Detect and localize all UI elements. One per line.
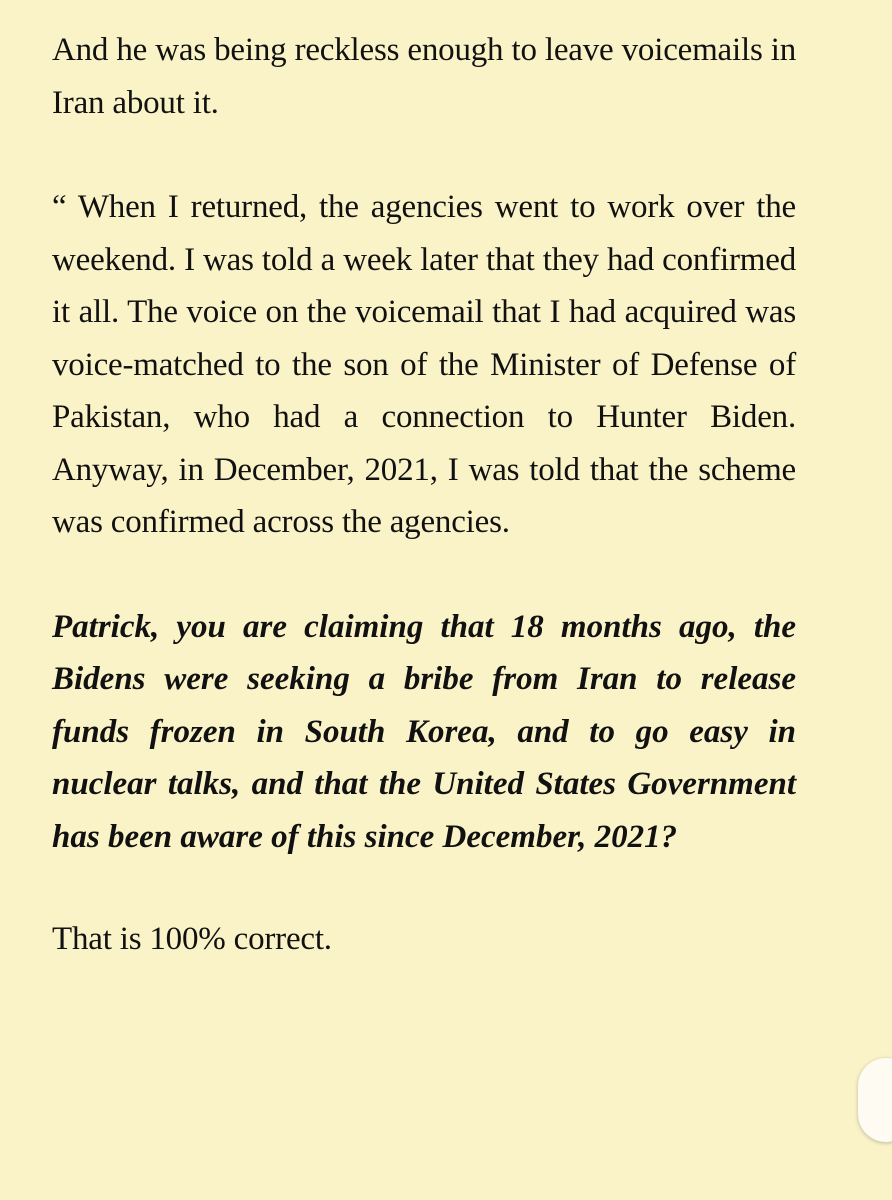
paragraph-2-quote: “ When I returned, the agencies went to work over the weekend. I was told a week later that they had confirmed it all. The voice on the voicemail that I had acquired was voice-matched to the son of the Minister of Defense of Pakistan, who had a connection to Hunter Biden. Anyway, in December, 2021, I was told that the scheme was confirmed across the agencies. xyxy=(52,189,796,540)
paragraph-3-question: Patrick, you are claiming that 18 months ago, the Bidens were seeking a bribe from Iran to release funds frozen in South Korea, and to go easy in nuclear talks, and that the United States Government has been aware of this since December, 2021? xyxy=(52,608,796,855)
scroll-handle[interactable] xyxy=(858,1058,892,1142)
paragraph-4-answer: That is 100% correct. xyxy=(52,921,332,957)
paragraph-1: And he was being reckless enough to leave voicemails in Iran about it. xyxy=(52,32,796,121)
